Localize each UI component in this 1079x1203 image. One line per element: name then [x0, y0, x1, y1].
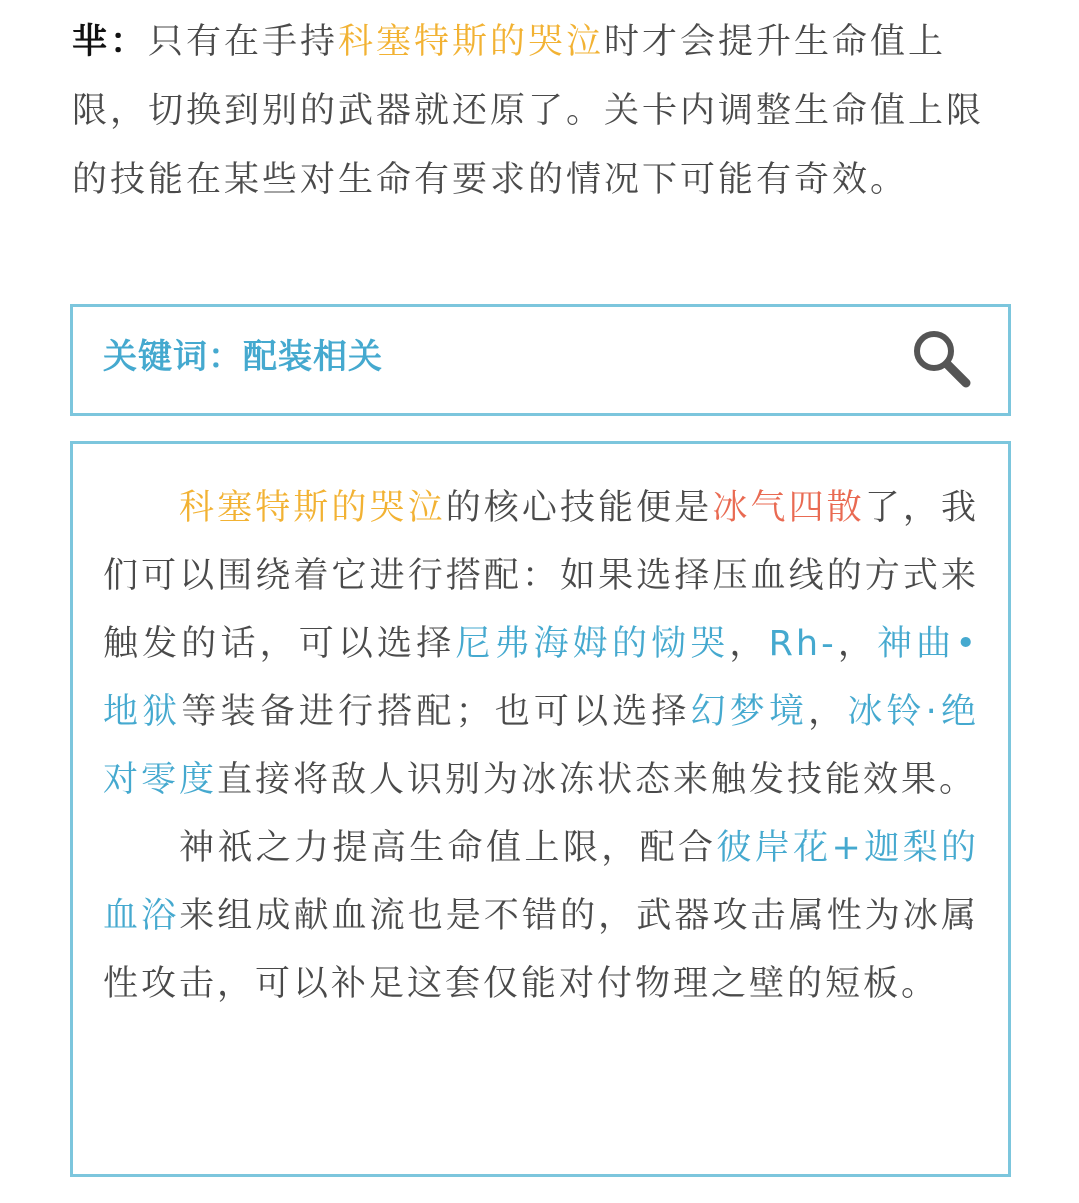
content-paragraph-2	[103, 814, 979, 1018]
p1-text-3: 等装备进行搭配；也可以选择	[181, 692, 691, 732]
intro-weapon-name: 科塞特斯的哭泣	[338, 22, 605, 62]
item-link-1: 尼弗海姆的恸哭	[455, 624, 730, 664]
p1-text-1: 的核心技能便是	[445, 488, 713, 528]
p1-sep-1: ，	[729, 624, 769, 664]
item-link-6: 彼岸花	[716, 828, 832, 868]
content-paragraph-1	[103, 474, 979, 814]
item-link-4: 幻梦境	[690, 692, 809, 732]
intro-text-1: 只有在手持	[148, 22, 339, 62]
p2-text-2: 来组成献血流也是不错的，武器攻击属性为冰属性攻击，可以补足这套仅能对付物理之壁的短板。	[103, 896, 979, 1004]
item-link-5: 冰铃·绝对零度	[103, 692, 979, 800]
intro-lead: 芈：	[72, 22, 149, 62]
weapon-name: 科塞特斯的哭泣	[179, 488, 446, 528]
p1-sep-3: ，	[808, 692, 848, 732]
intro-text-2: 时才会提升生命值上限，切换到别的武器就还原了。关卡内调整生命值上限的技能在某些对生命有要求的情况下可能有奇效。	[72, 22, 985, 200]
item-link-7: 迦梨的血浴	[103, 828, 979, 936]
keyword-title: 关键词：配装相关	[103, 337, 383, 377]
p1-text-2: 了，我们可以围绕着它进行搭配：如果选择压血线的方式来触发的话，可以选择	[103, 488, 979, 664]
p1-text-4: 直接将敌人识别为冰冻状态来触发技能效果。	[217, 760, 978, 800]
item-link-3: 神曲•地狱	[103, 624, 979, 732]
p1-sep-2: ，	[836, 624, 878, 664]
skill-name: 冰气四散	[712, 488, 865, 528]
content-box	[70, 441, 1011, 1177]
intro-paragraph	[72, 8, 1017, 215]
content-text	[103, 474, 979, 1018]
item-link-2: Rh-	[768, 624, 837, 664]
plus-sign: +	[831, 828, 864, 868]
p2-text-1: 神祇之力提高生命值上限，配合	[179, 828, 717, 868]
search-icon	[908, 325, 978, 395]
keyword-box	[70, 304, 1011, 416]
